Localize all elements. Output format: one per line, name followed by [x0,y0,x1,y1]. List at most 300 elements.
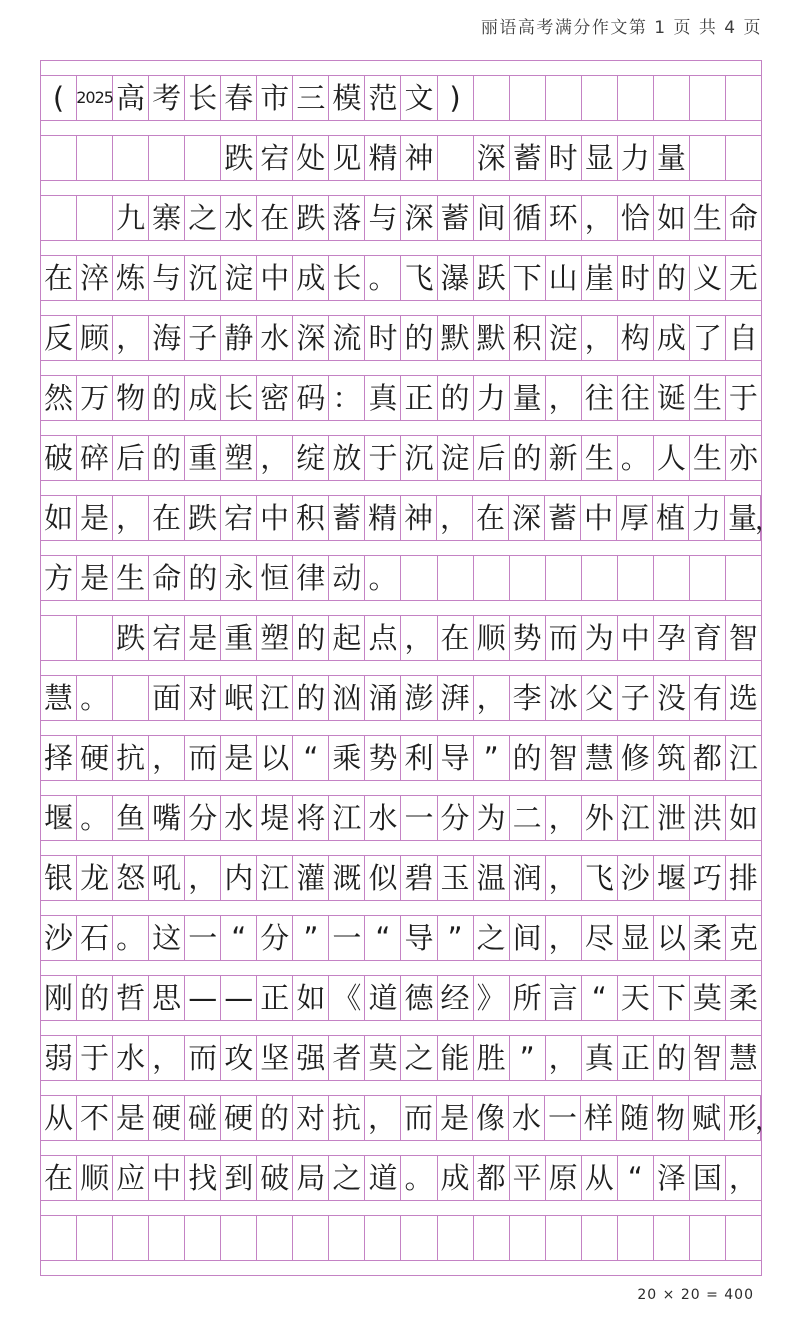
grid-cell: 跃 [474,256,510,300]
grid-cell: 中 [618,616,654,660]
grid-cell: 是 [185,616,221,660]
grid-cell: 的 [510,736,546,780]
grid-cell: 成 [293,256,329,300]
grid-cell: 似 [365,856,401,900]
grid-cell: 淀 [546,316,582,360]
grid-cell: 都 [474,1156,510,1200]
grid-cell: 而 [185,1036,221,1080]
grid-cell: 中 [581,496,617,540]
grid-cell: 湃 [438,676,474,720]
grid-cell: 水 [221,196,257,240]
text-row [41,255,761,301]
grid-cell: 有 [690,676,726,720]
grid-cell: 孕 [654,616,690,660]
grid-cell: 在 [41,1156,77,1200]
grid-cell: 的 [293,616,329,660]
grid-cell: 父 [582,676,618,720]
text-row [41,1035,761,1081]
grid-cell: 山 [546,256,582,300]
text-row [41,495,781,541]
grid-cell [41,196,77,240]
grid-cell: 思 [149,976,185,1020]
grid-cell: 对 [185,676,221,720]
grid-cell: ， [113,316,149,360]
row-spacer [41,901,761,915]
grid-cell: 宕 [221,496,257,540]
row-spacer [41,1261,761,1275]
text-row [41,135,761,181]
grid-cell: 德 [401,976,437,1020]
grid-cell: 江 [257,676,293,720]
grid-cell: 间 [474,196,510,240]
grid-cell: 筑 [654,736,690,780]
grid-cell: 与 [365,196,401,240]
grid-cell: 《 [329,976,365,1020]
grid-cell: 蓄 [438,196,474,240]
grid-cell: 重 [185,436,221,480]
grid-cell: 的 [438,376,474,420]
grid-cell: 胜 [474,1036,510,1080]
grid-cell: 沉 [185,256,221,300]
grid-cell: 。 [618,436,654,480]
grid-cell: 力 [474,376,510,420]
grid-cell: 江 [618,796,654,840]
grid-cell: 是 [437,1096,473,1140]
grid-cell: 硬 [149,1096,185,1140]
grid-cell: 润 [510,856,546,900]
grid-cell: 一 [185,916,221,960]
grid-cell: 的 [654,256,690,300]
grid-cell: 之 [401,1036,437,1080]
grid-cell: 道 [365,976,401,1020]
grid-cell: 蓄 [510,136,546,180]
grid-cell: 顾 [77,316,113,360]
grid-cell: 而 [185,736,221,780]
grid-cell: 构 [618,316,654,360]
grid-cell: 义 [690,256,726,300]
grid-cell: 之 [329,1156,365,1200]
grid-cell: 势 [510,616,546,660]
grid-cell: 水 [221,796,257,840]
grid-cell: 者 [329,1036,365,1080]
grid-cell [618,1216,654,1260]
grid-cell: 深 [401,196,437,240]
grid-cell: 泄 [654,796,690,840]
grid-cell [726,556,761,600]
grid-cell: 跌 [113,616,149,660]
grid-cell: ， [113,496,149,540]
grid-cell: 不 [77,1096,113,1140]
grid-cell: 导 [438,736,474,780]
grid-cell: 势 [365,736,401,780]
grid-cell [546,1216,582,1260]
grid-cell: 力 [618,136,654,180]
text-row [41,1095,781,1141]
grid-cell: 高 [113,76,149,120]
grid-cell: 是 [77,496,113,540]
grid-cell: 攻 [221,1036,257,1080]
grid-cell: 淬 [77,256,113,300]
row-spacer [41,721,761,735]
grid-cell: 反 [41,316,77,360]
grid-cell: 落 [329,196,365,240]
grid-cell: 春 [221,76,257,120]
grid-cell: 巧 [690,856,726,900]
grid-cell: 水 [257,316,293,360]
grid-cell: 在 [41,256,77,300]
grid-cell: 考 [149,76,185,120]
grid-cell: 龙 [77,856,113,900]
grid-cell: 而 [401,1096,437,1140]
grid-cell: 神 [401,496,437,540]
grid-cell: 石 [77,916,113,960]
grid-cell: 下 [654,976,690,1020]
grid-cell: ， [185,856,221,900]
grid-cell: 是 [113,1096,149,1140]
grid-cell: 对 [293,1096,329,1140]
grid-cell: 深 [509,496,545,540]
grid-cell: 植 [653,496,689,540]
grid-cell [582,556,618,600]
grid-cell: 循 [510,196,546,240]
grid-cell: ， [546,1036,582,1080]
grid-cell: 动 [329,556,365,600]
grid-cell: 的 [654,1036,690,1080]
grid-cell: 顺 [474,616,510,660]
grid-cell [41,616,77,660]
grid-cell [401,1216,437,1260]
grid-cell: 正 [401,376,437,420]
row-spacer [41,361,761,375]
grid-cell [690,556,726,600]
grid-cell: 真 [582,1036,618,1080]
grid-cell [654,556,690,600]
grid-cell: 分 [438,796,474,840]
grid-cell: 的 [149,376,185,420]
grid-cell: 堤 [257,796,293,840]
grid-cell: — [185,976,221,1020]
grid-cell: 乘 [329,736,365,780]
grid-cell: 跌 [221,136,257,180]
grid-cell [438,136,474,180]
grid-cell: 样 [581,1096,617,1140]
grid-cell: 所 [510,976,546,1020]
grid-cell: 碧 [401,856,437,900]
overflow-punctuation: ， [754,506,781,536]
grid-cell: 尽 [582,916,618,960]
grid-cell: 炼 [113,256,149,300]
grid-cell: 中 [149,1156,185,1200]
text-row [41,615,761,661]
grid-cell [438,556,474,600]
text-row [41,975,761,1021]
text-row [41,435,761,481]
grid-cell: 平 [510,1156,546,1200]
grid-cell: 赋 [689,1096,725,1140]
row-spacer [41,241,761,255]
grid-cell: 中 [257,256,293,300]
grid-cell: 密 [257,376,293,420]
grid-cell: 显 [618,916,654,960]
grid-cell: 形 [725,1096,761,1140]
grid-cell: ” [474,736,510,780]
grid-cell: 没 [654,676,690,720]
grid-cell: 后 [113,436,149,480]
grid-cell: 洪 [690,796,726,840]
grid-cell: 绽 [293,436,329,480]
grid-cell: 涌 [365,676,401,720]
text-row [41,855,761,901]
grid-cell: 与 [149,256,185,300]
grid-cell: 应 [113,1156,149,1200]
text-row [41,195,761,241]
row-spacer [41,841,761,855]
grid-cell [618,76,654,120]
grid-cell: 灌 [293,856,329,900]
grid-cell: 。 [401,1156,437,1200]
grid-cell [546,76,582,120]
text-row [41,915,761,961]
grid-cell: 抗 [113,736,149,780]
grid-cell: 后 [474,436,510,480]
grid-cell: 文 [401,76,437,120]
grid-cell [510,76,546,120]
grid-cell: 冰 [546,676,582,720]
grid-cell: 塑 [257,616,293,660]
grid-cell: 破 [257,1156,293,1200]
grid-cell [654,1216,690,1260]
grid-cell: ” [293,916,329,960]
grid-cell [726,76,761,120]
grid-cell [474,76,510,120]
text-row [41,735,761,781]
grid-cell: 。 [365,256,401,300]
grid-cell: “ [582,976,618,1020]
row-spacer [41,181,761,195]
grid-cell: 瀑 [438,256,474,300]
grid-cell: 恒 [257,556,293,600]
grid-cell: 溉 [329,856,365,900]
grid-cell [77,1216,113,1260]
grid-cell: 于 [365,436,401,480]
grid-cell: 的 [510,436,546,480]
grid-cell: 国 [690,1156,726,1200]
grid-cell: 是 [77,556,113,600]
grid-cell: 崖 [582,256,618,300]
grid-cell: 水 [113,1036,149,1080]
grid-cell: ， [546,856,582,900]
grid-cell: 积 [510,316,546,360]
grid-cell: 利 [401,736,437,780]
grid-cell: 在 [473,496,509,540]
grid-cell: 跌 [293,196,329,240]
grid-cell: 跌 [185,496,221,540]
grid-cell: ： [329,376,365,420]
grid-cell: 人 [654,436,690,480]
grid-cell: 硬 [77,736,113,780]
grid-cell: 原 [546,1156,582,1200]
grid-cell: 顺 [77,1156,113,1200]
grid-cell: 长 [185,76,221,120]
text-row [41,795,761,841]
grid-cell: “ [221,916,257,960]
grid-cell: 的 [293,676,329,720]
grid-cell: 能 [438,1036,474,1080]
grid-cell: 外 [582,796,618,840]
grid-cell: 沙 [618,856,654,900]
grid-cell: ) [438,76,474,120]
grid-cell: ” [510,1036,546,1080]
page-header: 丽语高考满分作文第 1 页 共 4 页 [480,18,762,38]
grid-cell: 如 [293,976,329,1020]
grid-cell [438,1216,474,1260]
grid-cell: 塑 [221,436,257,480]
grid-cell: 岷 [221,676,257,720]
grid-cell: 水 [509,1096,545,1140]
grid-cell: 市 [257,76,293,120]
grid-cell: 飞 [582,856,618,900]
grid-cell: 深 [293,316,329,360]
grid-cell: 硬 [221,1096,257,1140]
grid-cell: 起 [329,616,365,660]
row-spacer [41,961,761,975]
grid-cell: 物 [653,1096,689,1140]
row-spacer [41,61,761,75]
grid-cell: 温 [474,856,510,900]
grid-cell: 长 [221,376,257,420]
text-row [41,555,761,601]
grid-cell [329,1216,365,1260]
grid-cell: 哲 [113,976,149,1020]
grid-cell: 。 [365,556,401,600]
grid-cell: 之 [185,196,221,240]
grid-cell: 坚 [257,1036,293,1080]
grid-cell [113,676,149,720]
grid-cell: 亦 [728,440,758,475]
grid-cell: 鱼 [113,796,149,840]
grid-cell: 深 [474,136,510,180]
grid-cell: 》 [474,976,510,1020]
grid-cell: 将 [293,796,329,840]
grid-cell [726,1216,761,1260]
grid-cell: 澎 [401,676,437,720]
grid-cell: 随 [617,1096,653,1140]
grid-cell: 生 [690,376,726,420]
grid-cell: 分 [185,796,221,840]
row-spacer [41,1141,761,1155]
grid-cell: 如 [654,196,690,240]
grid-cell: 在 [438,616,474,660]
grid-cell: 宕 [149,616,185,660]
grid-cell: 蓄 [545,496,581,540]
grid-cell: 三 [293,76,329,120]
grid-cell: 方 [41,556,77,600]
grid-cell [654,76,690,120]
grid-cell: 生 [690,436,726,480]
row-spacer [41,661,761,675]
grid-cell [510,1216,546,1260]
grid-cell [77,136,113,180]
grid-cell: 育 [690,616,726,660]
grid-cell: 点 [365,616,401,660]
grid-cell: 抗 [329,1096,365,1140]
grid-cell: ， [437,496,473,540]
row-spacer [41,421,761,435]
grid-cell: 2025 [77,76,113,120]
grid-cell: 强 [293,1036,329,1080]
grid-cell [726,136,761,180]
grid-cell: 。 [77,796,113,840]
grid-cell: 往 [582,376,618,420]
grid-cell: — [221,976,257,1020]
grid-cell: 重 [221,616,257,660]
grid-cell: 克 [728,920,758,955]
grid-cell: 淀 [221,256,257,300]
grid-cell: 万 [77,376,113,420]
grid-cell: 自 [728,320,758,355]
grid-cell: ， [257,436,293,480]
grid-cell: 范 [365,76,401,120]
grid-cell: 碰 [185,1096,221,1140]
grid-cell [113,136,149,180]
grid-cell: 生 [690,196,726,240]
grid-cell [257,1216,293,1260]
grid-cell: ， [546,796,582,840]
grid-cell: 言 [546,976,582,1020]
grid-cell: 怒 [113,856,149,900]
grid-cell: 柔 [728,980,758,1015]
grid-cell: 命 [728,200,758,235]
row-spacer [41,601,761,615]
grid-cell: 银 [41,856,77,900]
grid-cell: 择 [41,736,77,780]
grid-count-note: 20 × 20 = 400 [637,1287,754,1303]
grid-cell: 处 [293,136,329,180]
grid-cell [185,136,221,180]
grid-cell: 慧 [728,1040,758,1075]
grid-cell: 量 [725,496,761,540]
grid-cell: 一 [329,916,365,960]
grid-cell: 以 [654,916,690,960]
grid-cell: 物 [113,376,149,420]
grid-cell: 长 [329,256,365,300]
row-spacer [41,781,761,795]
grid-cell: 默 [438,316,474,360]
grid-cell [401,556,437,600]
grid-cell: 永 [221,556,257,600]
grid-cell: “ [618,1156,654,1200]
grid-cell: 子 [618,676,654,720]
grid-cell: 往 [618,376,654,420]
grid-cell: 的 [185,556,221,600]
grid-cell: 。 [113,916,149,960]
grid-cell [474,1216,510,1260]
grid-cell: 是 [221,736,257,780]
grid-cell: “ [365,916,401,960]
grid-cell: 江 [728,740,758,775]
grid-cell: ， [149,736,185,780]
grid-cell [690,136,726,180]
grid-cell: 宕 [257,136,293,180]
grid-cell: 道 [365,1156,401,1200]
grid-cell: 碎 [77,436,113,480]
grid-cell: 下 [510,256,546,300]
grid-cell: 慧 [582,736,618,780]
grid-cell: 然 [41,376,77,420]
grid-cell: 嘴 [149,796,185,840]
grid-cell [582,1216,618,1260]
grid-cell: 如 [728,800,758,835]
